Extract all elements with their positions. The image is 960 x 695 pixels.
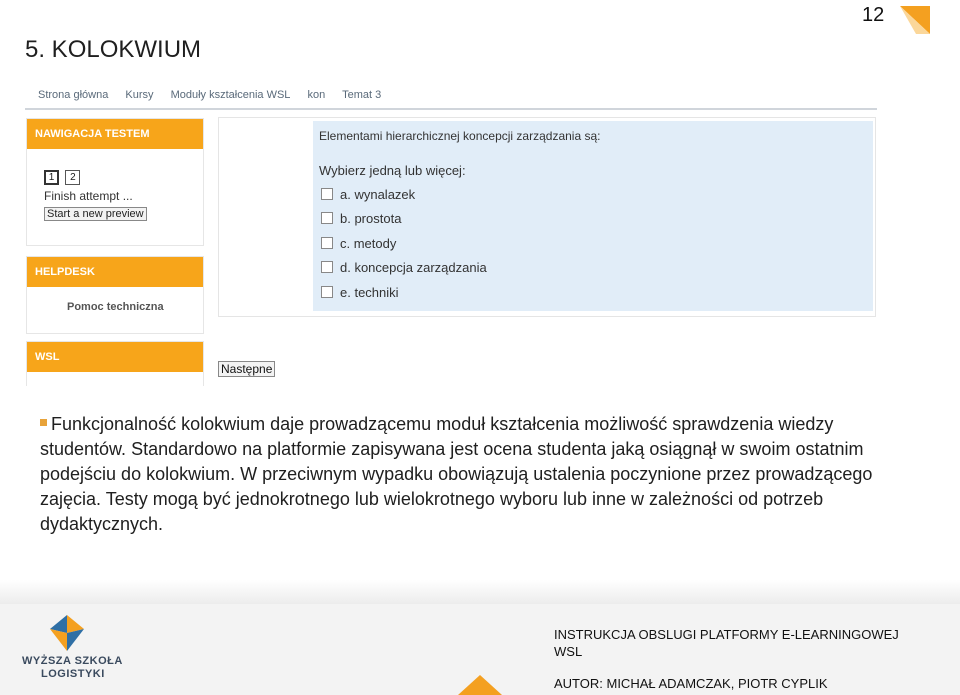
breadcrumb-modules[interactable]: Moduły kształcenia WSL [170, 89, 291, 101]
breadcrumb-courses[interactable]: Kursy [125, 89, 154, 101]
option-b-label: b. prostota [340, 211, 402, 226]
question-2-button[interactable]: 2 [65, 170, 80, 185]
description-text: Funkcjonalność kolokwium daje prowadzącemu moduł kształcenia możliwość sprawdzenia wiedzy studentów. Standardowo na platformie zapisywana jest ocena studenta jaką osiągnął w swoim ostatnim podejściu do kolokwium. W przeciwnym wypadku obowiązują ustalenia poczynione przez prowadzącego zajęcia. Testy mogą być jednokrotnego lub wielokrotnego wyboru lub inne w zależności od potrzeb dydaktycznych. [40, 414, 873, 534]
option-e-label: e. techniki [340, 285, 399, 300]
logo-text-line1: WYŻSZA SZKOŁA [22, 655, 123, 667]
option-b[interactable] [321, 211, 401, 226]
question-navigation [44, 167, 82, 185]
bullet-icon [40, 419, 47, 426]
logo-emblem-icon [50, 615, 84, 651]
checkbox-a[interactable] [321, 188, 333, 200]
question-content [313, 121, 873, 311]
tech-support-link[interactable]: Pomoc techniczna [67, 301, 164, 313]
slide-title: 5. KOLOKWIUM [25, 36, 202, 63]
question-1-button[interactable]: 1 [44, 170, 59, 185]
checkbox-b[interactable] [321, 212, 333, 224]
description-paragraph [40, 412, 880, 537]
logo-text-line2: LOGISTYKI [41, 668, 105, 680]
footer-authors: AUTOR: MICHAŁ ADAMCZAK, PIOTR CYPLIK [554, 676, 828, 691]
checkbox-e[interactable] [321, 286, 333, 298]
breadcrumb-divider [25, 108, 877, 110]
breadcrumb-home[interactable]: Strona główna [38, 89, 109, 101]
wsl-title: WSL [27, 342, 203, 372]
question-text: Elementami hierarchicznej koncepcji zarządzania są: [319, 129, 601, 143]
moodle-screenshot [25, 84, 880, 384]
footer-subtitle: WSL [554, 644, 583, 659]
footer-triangle-icon [458, 675, 502, 695]
question-panel [218, 117, 876, 317]
option-e[interactable] [321, 285, 399, 300]
option-c[interactable] [321, 236, 396, 251]
footer-title: INSTRUKCJA OBSLUGI PLATFORMY E-LEARNINGOWEJ [554, 627, 899, 642]
helpdesk-block [26, 256, 204, 334]
start-preview-button[interactable]: Start a new preview [44, 207, 147, 221]
breadcrumb [38, 89, 395, 101]
option-a-label: a. wynalazek [340, 187, 416, 202]
corner-triangle-icon [900, 6, 930, 34]
footer-gradient [0, 580, 960, 604]
option-d-label: d. koncepcja zarządzania [340, 260, 487, 275]
breadcrumb-topic[interactable]: Temat 3 [342, 89, 382, 101]
answer-prompt: Wybierz jedną lub więcej: [319, 163, 466, 178]
wsl-logo [22, 615, 123, 685]
option-c-label: c. metody [340, 236, 397, 251]
option-d[interactable] [321, 260, 487, 275]
checkbox-c[interactable] [321, 237, 333, 249]
checkbox-d[interactable] [321, 261, 333, 273]
wsl-block [26, 341, 204, 386]
quiz-navigation-title: NAWIGACJA TESTEM [27, 119, 203, 149]
page-number: 12 [862, 4, 885, 26]
finish-attempt-link[interactable]: Finish attempt ... [44, 189, 133, 203]
helpdesk-title: HELPDESK [27, 257, 203, 287]
quiz-navigation-block [26, 118, 204, 246]
option-a[interactable] [321, 187, 415, 202]
next-button[interactable]: Następne [218, 361, 275, 377]
breadcrumb-kon[interactable]: kon [307, 89, 326, 101]
